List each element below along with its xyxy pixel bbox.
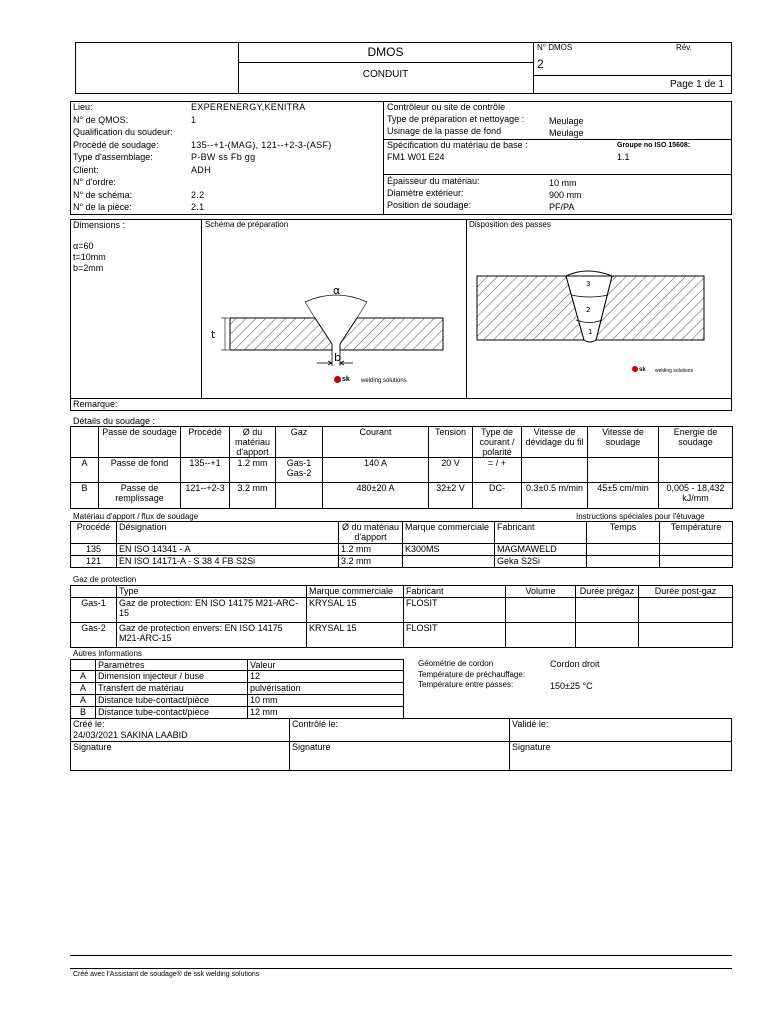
gas-row-cell: Gaz de protection envers: EN ISO 14175 M21-ARC-15	[117, 623, 307, 648]
created-value: 24/03/2021 SAKINA LAABID	[73, 730, 188, 740]
signature-label-2: Signature	[292, 742, 331, 752]
dimension-alpha: α=60	[73, 241, 94, 251]
welding-row-cell: 140 A	[323, 458, 429, 483]
general-value: P-BW ss Fb gg	[191, 152, 256, 162]
general-right-value: 10 mm	[549, 178, 577, 188]
filler-title: Matériau d'apport / flux de soudage	[73, 512, 199, 521]
other-right-label: Géométrie de cordon	[418, 659, 494, 668]
general-value: 2.1	[191, 202, 205, 212]
footer-text: Créé avec l'Assistant de soudage® de ssk welding solutions	[73, 971, 260, 978]
gas-header-cell: Type	[117, 586, 307, 598]
filler-row-cell: 3.2 mm	[339, 556, 403, 568]
general-label: Lieu:	[73, 102, 93, 112]
gas-header-cell: Durée post-gaz	[639, 586, 733, 598]
welding-row-cell	[276, 483, 323, 509]
ssk-logo-icon	[334, 376, 341, 383]
general-right-label: Contrôleur ou site de contrôle	[387, 102, 506, 112]
filler-row-cell: Geka S2Si	[495, 556, 587, 568]
ssk-logo-text: sk	[342, 376, 350, 383]
other-right-label: Température de préchauffage:	[418, 669, 526, 679]
pass-number-3: 3	[586, 280, 591, 288]
gas-row-cell: KRYSAL 15	[307, 598, 404, 623]
other-row-cell: A	[71, 683, 96, 695]
footer-line-top	[70, 955, 732, 956]
filler-row-cell: EN ISO 14171-A - S 38 4 FB S2Si	[117, 556, 339, 568]
signature-label-3: Signature	[512, 742, 551, 752]
filler-row-cell	[587, 544, 660, 556]
document-subtitle: CONDUIT	[362, 69, 409, 80]
general-right-label: Usinage de la passe de fond	[387, 126, 502, 136]
pass-layout-drawing	[472, 262, 728, 382]
validated-label: Validé le:	[512, 719, 549, 729]
gas-row-cell	[576, 598, 639, 623]
gas-row-cell: Gaz de protection: EN ISO 14175 M21-ARC-15	[117, 598, 307, 623]
welding-row-cell: 1.2 mm	[230, 458, 276, 483]
general-value: 1	[191, 114, 197, 125]
gas-row-cell	[506, 623, 576, 648]
document-title: DMOS	[367, 45, 404, 59]
filler-row-cell: 135	[71, 544, 117, 556]
filler-header-cell: Marque commerciale	[403, 522, 495, 544]
pass-number-2: 2	[586, 306, 591, 314]
general-value: 135--+1-(MAG), 121--+2-3-(ASF)	[191, 139, 332, 150]
other-row-cell: A	[71, 695, 96, 707]
other-row-cell: pulvérisation	[248, 683, 404, 695]
general-label: N° de la pièce:	[73, 202, 132, 212]
welding-row-cell: 480±20 A	[323, 483, 429, 509]
dimensions-label: Dimensions :	[73, 220, 126, 230]
welding-row-cell: 121--+2-3	[181, 483, 230, 509]
welding-header-cell: Passe de soudage	[99, 427, 181, 458]
filler-header-cell: Fabricant	[495, 522, 587, 544]
other-row-cell: Transfert de matériau	[96, 683, 248, 695]
iso-group-value: 1.1	[617, 152, 630, 162]
base-material-spec-value: FM1 W01 E24	[387, 152, 445, 162]
other-info-table	[70, 659, 404, 719]
general-label: N° d'ordre:	[73, 177, 116, 187]
general-right-label: Position de soudage:	[387, 200, 472, 210]
general-right-label: Épaisseur du matériau:	[387, 176, 480, 186]
general-label: Procédé de soudage:	[73, 139, 159, 150]
welding-row-cell: 32±2 V	[429, 483, 473, 509]
welding-row-cell: B	[71, 483, 99, 509]
welding-row-cell: A	[71, 458, 99, 483]
general-label: Type d'assemblage:	[73, 152, 153, 162]
other-row-cell: 12 mm	[248, 707, 404, 719]
ssk-logo-icon-2	[632, 366, 638, 372]
dimension-thickness: t=10mm	[73, 252, 106, 262]
other-right-value: 150±25 °C	[550, 681, 593, 691]
welding-row-cell: 20 V	[429, 458, 473, 483]
general-right-value: Meulage	[549, 128, 584, 138]
welding-row-cell: 0.3±0.5 m/min	[522, 483, 588, 509]
welding-details-title: Détails du soudage :	[73, 416, 156, 426]
other-header-cell	[71, 660, 96, 671]
welding-header-cell	[71, 427, 99, 458]
general-right-value: PF/PA	[549, 202, 575, 212]
filler-header-cell: Ø du matériau d'apport	[339, 522, 403, 544]
filler-row-cell	[403, 556, 495, 568]
welding-row-cell: 45±5 cm/min	[588, 483, 659, 509]
dmos-number: 2	[537, 57, 544, 71]
welding-row-cell	[588, 458, 659, 483]
welding-row-cell	[522, 458, 588, 483]
filler-row-cell: EN ISO 14341 - A	[117, 544, 339, 556]
welding-header-cell: Gaz	[276, 427, 323, 458]
welding-header-cell: Vitesse de dévidage du fil	[522, 427, 588, 458]
general-right-label: Diamètre extérieur:	[387, 188, 464, 198]
general-value: 2.2	[191, 189, 205, 200]
welding-header-cell: Ø du matériau d'apport	[230, 427, 276, 458]
welding-header-cell: Type de courant / polarité	[473, 427, 522, 458]
dimension-gap: b=2mm	[73, 263, 104, 273]
gas-header-cell	[71, 586, 117, 598]
general-right-value: 900 mm	[549, 190, 582, 200]
pass-layout-label: Disposition des passes	[469, 220, 551, 229]
general-label: Qualification du soudeur:	[73, 127, 173, 137]
other-row-cell: 10 mm	[248, 695, 404, 707]
ssk-logo-caption-2: welding solutions	[655, 368, 694, 374]
gas-title: Gaz de protection	[73, 575, 137, 584]
other-right-label: Température entre passes:	[418, 680, 514, 689]
signature-box	[70, 718, 732, 771]
other-info-title: Autres informations	[73, 649, 142, 658]
welding-row-cell: 0,005 - 18,432 kJ/mm	[659, 483, 733, 509]
other-row-cell: B	[71, 707, 96, 719]
joint-preparation-drawing	[205, 270, 460, 390]
other-header-cell: Valeur	[248, 660, 404, 671]
welding-header-cell: Vitesse de soudage	[588, 427, 659, 458]
preparation-schema-label: Schéma de préparation	[205, 220, 289, 229]
welding-row-cell: Gas-1 Gas-2	[276, 458, 323, 483]
gas-row-cell: KRYSAL 15	[307, 623, 404, 648]
welding-row-cell: DC-	[473, 483, 522, 509]
revision-label: Rév.	[676, 43, 692, 52]
filler-header-cell: Temps	[587, 522, 660, 544]
welding-row-cell: = / +	[473, 458, 522, 483]
general-right-value: Meulage	[549, 116, 584, 126]
alpha-label: α	[333, 284, 341, 297]
other-row-cell: 12	[248, 671, 404, 683]
welding-header-cell: Courant	[323, 427, 429, 458]
gas-table	[70, 585, 733, 648]
gas-row-cell	[576, 623, 639, 648]
filler-header-cell: Désignation	[117, 522, 339, 544]
gas-header-cell: Volume	[506, 586, 576, 598]
general-value: ADH	[191, 164, 211, 175]
welding-row-cell: Passe de fond	[99, 458, 181, 483]
dmos-number-label: N° DMOS	[537, 43, 573, 52]
general-right-label: Type de préparation et nettoyage :	[387, 114, 525, 124]
gas-row-cell: FLOSIT	[404, 623, 506, 648]
gas-header-cell: Durée prégaz	[576, 586, 639, 598]
welding-row-cell: Passe de remplissage	[99, 483, 181, 509]
created-label: Créé le:	[73, 719, 105, 729]
other-row-cell: Dimension injecteur / buse	[96, 671, 248, 683]
welding-details-table	[70, 426, 733, 509]
gap-label: b	[334, 351, 341, 364]
gas-row-cell	[639, 598, 733, 623]
page-number: Page 1 de 1	[670, 79, 724, 90]
gas-header-cell: Fabricant	[404, 586, 506, 598]
thickness-label: t	[211, 328, 216, 341]
other-row-cell: Distance tube-contact/pièce	[96, 695, 248, 707]
gas-row-cell: Gas-1	[71, 598, 117, 623]
gas-row-cell	[506, 598, 576, 623]
base-material-spec-label: Spécification du matériau de base :	[387, 140, 528, 150]
filler-header-cell: Température	[660, 522, 733, 544]
filler-row-cell: K300MS	[403, 544, 495, 556]
filler-header-cell: Procédé	[71, 522, 117, 544]
welding-header-cell: Energie de soudage	[659, 427, 733, 458]
gas-row-cell: Gas-2	[71, 623, 117, 648]
filler-row-cell: 1.2 mm	[339, 544, 403, 556]
general-value: EXPERENERGY,KENITRA	[191, 102, 306, 112]
filler-row-cell	[587, 556, 660, 568]
filler-row-cell: 121	[71, 556, 117, 568]
drying-instructions-title: Instructions spéciales pour l'étuvage	[576, 512, 705, 521]
remark-label: Remarque:	[73, 399, 118, 409]
other-row-cell: Distance tube-contact/pièce	[96, 707, 248, 719]
checked-label: Contrôlé le:	[292, 719, 339, 729]
footer-line-bottom	[70, 968, 732, 969]
other-row-cell: A	[71, 671, 96, 683]
general-label: N° de QMOS:	[73, 114, 129, 125]
welding-header-cell: Procédé	[181, 427, 230, 458]
ssk-logo-caption: welding solutions	[361, 378, 407, 384]
filler-table	[70, 521, 733, 568]
welding-row-cell: 3.2 mm	[230, 483, 276, 509]
gas-row-cell: FLOSIT	[404, 598, 506, 623]
pass-number-1: 1	[588, 328, 593, 336]
ssk-logo-text-2: sk	[639, 367, 646, 373]
welding-row-cell	[659, 458, 733, 483]
filler-row-cell	[660, 556, 733, 568]
signature-label-1: Signature	[73, 742, 112, 752]
gas-row-cell	[639, 623, 733, 648]
gas-header-cell: Marque commerciale	[307, 586, 404, 598]
filler-row-cell	[660, 544, 733, 556]
general-label: N° de schéma:	[73, 189, 133, 200]
other-right-value: Cordon droit	[550, 659, 600, 669]
iso-group-label: Groupe no ISO 15608:	[617, 142, 691, 149]
general-label: Client:	[73, 164, 99, 175]
welding-row-cell: 135--+1	[181, 458, 230, 483]
filler-row-cell: MAGMAWELD	[495, 544, 587, 556]
welding-header-cell: Tension	[429, 427, 473, 458]
other-header-cell: Paramètres	[96, 660, 248, 671]
